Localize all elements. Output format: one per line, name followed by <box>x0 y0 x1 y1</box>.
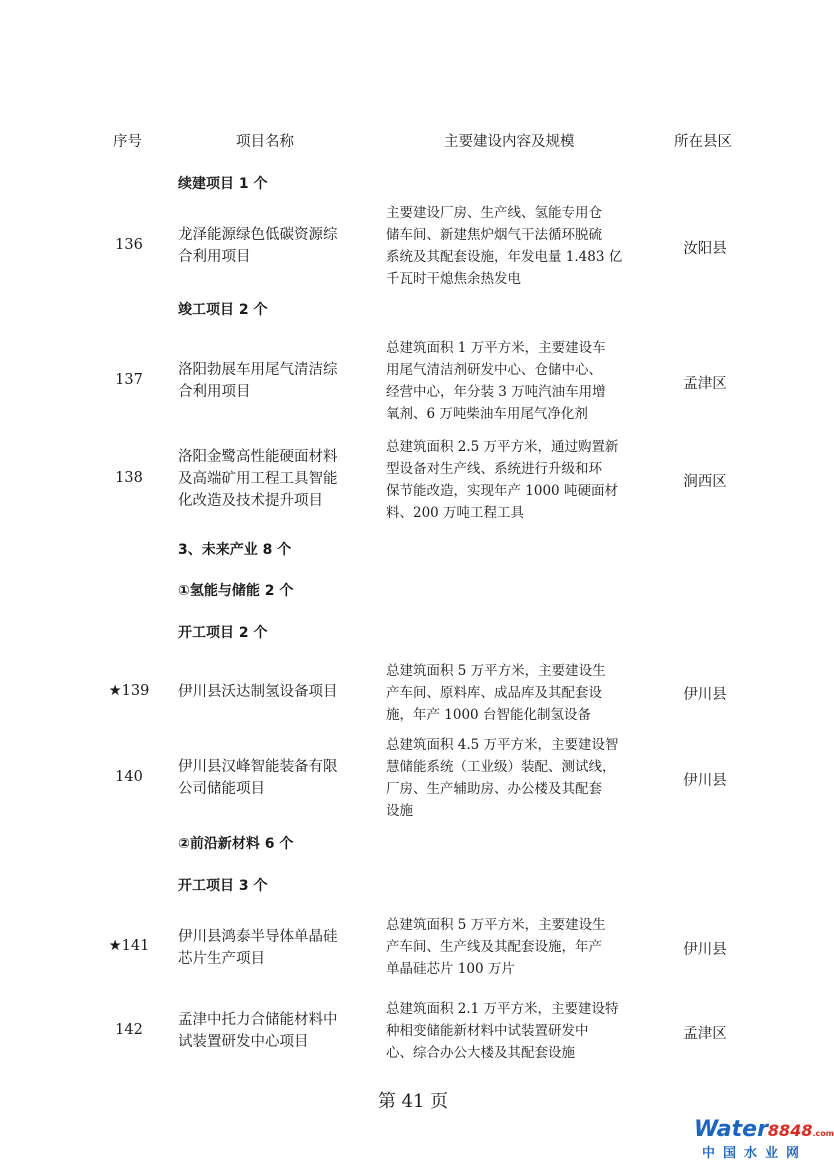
row-project-name: 洛阳勃展车用尾气清洁综 合利用项目 <box>178 362 338 400</box>
row-project-name: 龙泽能源绿色低碳资源综 合利用项目 <box>178 227 338 265</box>
header-content: 主要建设内容及规模 <box>444 134 575 150</box>
header-serial: 序号 <box>113 134 142 150</box>
row-serial: 137 <box>115 372 143 388</box>
row-serial: ★141 <box>108 938 150 954</box>
section-completed: 竣工项目 2 个 <box>178 302 268 318</box>
row-serial: 140 <box>115 769 143 785</box>
row-district: 涧西区 <box>683 474 727 490</box>
row-district: 伊川县 <box>683 773 727 789</box>
row-district: 孟津区 <box>683 1026 727 1042</box>
watermark-logo <box>694 1117 834 1162</box>
row-serial: 142 <box>115 1022 143 1038</box>
row-project-name: 孟津中托力合储能材料中 试装置研发中心项目 <box>178 1012 338 1050</box>
row-district: 伊川县 <box>683 687 727 703</box>
row-serial: 136 <box>115 237 143 253</box>
row-content: 总建筑面积 1 万平方米，主要建设车 用尾气清洁剂研发中心、仓储中心、 经营中心，年分装 3 万吨汽油车用增 氧剂、6 万吨柴油车用尾气净化剂 <box>386 340 606 422</box>
row-content: 主要建设厂房、生产线、氢能专用仓 储车间、新建焦炉烟气干法循环脱硫 系统及其配套设施，年发电量 1.483 亿 千瓦时干熄焦余热发电 <box>386 205 623 287</box>
row-content: 总建筑面积 2.1 万平方米，主要建设特 种相变储能新材料中试装置研发中 心、综合办公大楼及其配套设施 <box>386 1001 619 1061</box>
section-continued: 续建项目 1 个 <box>178 176 268 192</box>
row-project-name: 伊川县沃达制氢设备项目 <box>178 684 338 700</box>
row-content: 总建筑面积 4.5 万平方米，主要建设智 慧储能系统（工业级）装配、测试线， 厂房、生产辅助房、办公楼及其配套 设施 <box>386 737 619 819</box>
row-content: 总建筑面积 5 万平方米，主要建设生 产车间、原料库、成品库及其配套设 施，年产 1000 台智能化制氢设备 <box>386 663 606 723</box>
row-content: 总建筑面积 2.5 万平方米，通过购置新 型设备对生产线、系统进行升级和环 保节能改造，实现年产 1000 吨硬面材 料、200 万吨工程工具 <box>386 439 619 521</box>
row-project-name: 伊川县汉峰智能装备有限 公司储能项目 <box>178 759 338 797</box>
section-hydrogen-storage: ①氢能与储能 2 个 <box>178 583 294 599</box>
section-new-materials: ②前沿新材料 6 个 <box>178 836 294 852</box>
page-number: 第 41 页 <box>377 1091 449 1112</box>
section-started-a: 开工项目 2 个 <box>178 625 268 641</box>
section-started-b: 开工项目 3 个 <box>178 878 268 894</box>
watermark-brand: Water8848.com <box>694 1117 834 1142</box>
section-future-industry: 3、未来产业 8 个 <box>178 542 292 558</box>
row-project-name: 洛阳金鹭高性能硬面材料 及高端矿用工程工具智能 化改造及技术提升项目 <box>178 449 338 509</box>
row-serial: 138 <box>115 470 143 486</box>
row-serial: ★139 <box>108 683 150 699</box>
row-district: 孟津区 <box>683 376 727 392</box>
watermark-brand-cn: 中国水业网 <box>702 1146 808 1161</box>
row-district: 汝阳县 <box>683 241 727 257</box>
row-district: 伊川县 <box>683 942 727 958</box>
row-content: 总建筑面积 5 万平方米，主要建设生 产车间、生产线及其配套设施，年产 单晶硅芯片 100 万片 <box>386 917 606 977</box>
row-project-name: 伊川县鸿泰半导体单晶硅 芯片生产项目 <box>178 929 338 967</box>
header-district: 所在县区 <box>674 134 732 150</box>
header-project-name: 项目名称 <box>236 134 294 150</box>
